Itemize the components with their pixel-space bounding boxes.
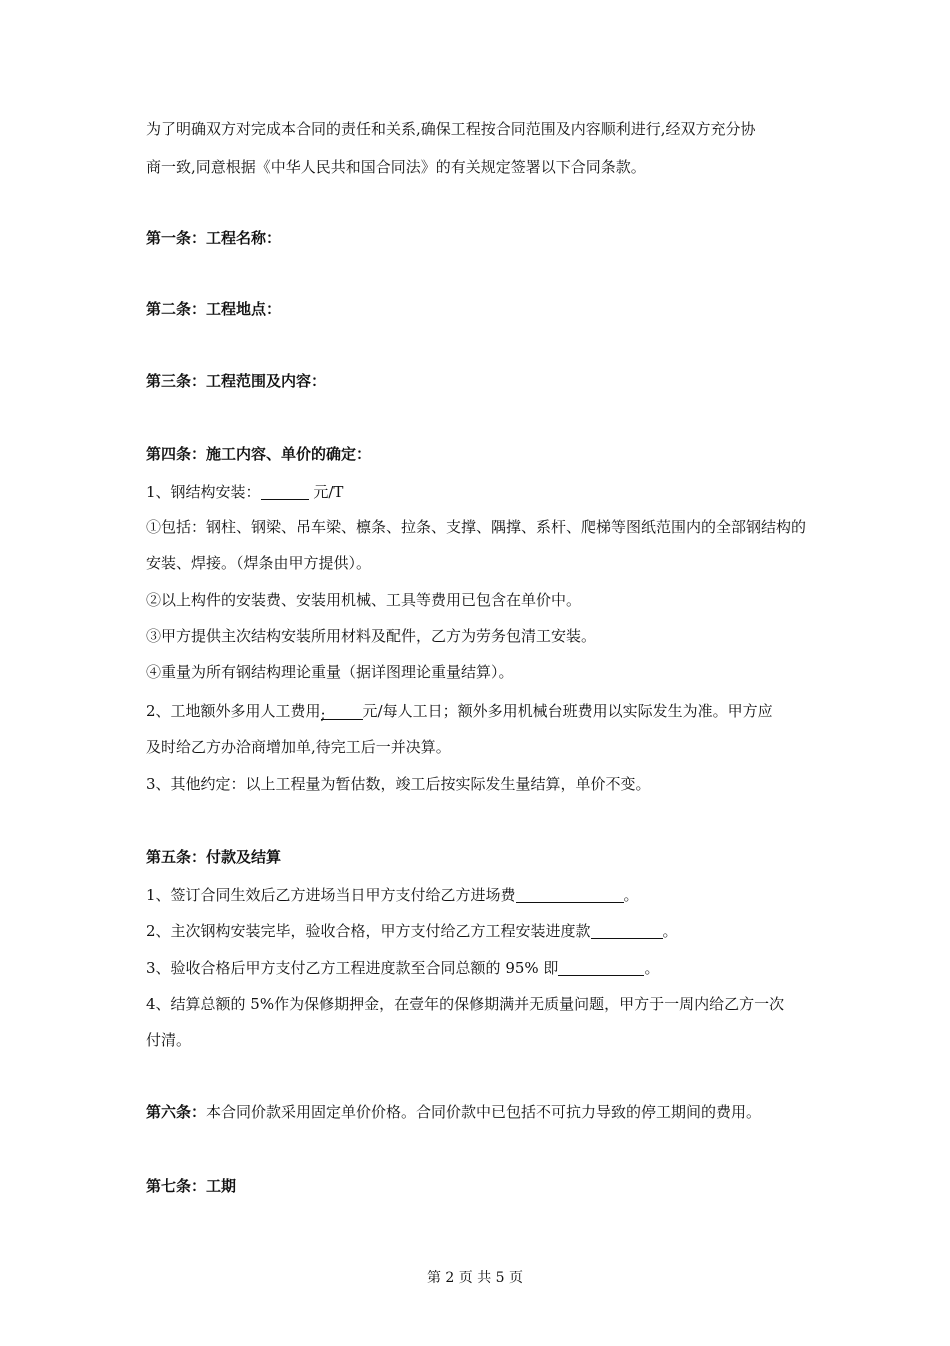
article-5-item-2-text: 2、主次钢构安装完毕，验收合格，甲方支付给乙方工程安装进度款 bbox=[146, 922, 591, 940]
article-6-heading: 第六条： bbox=[146, 1103, 207, 1121]
article-4-sub-4: ④重量为所有钢结构理论重量（据详图理论重量结算）。 bbox=[146, 663, 514, 681]
article-5-heading: 第五条：付款及结算 bbox=[146, 848, 282, 866]
article-4-item-2-label: 2、工地额外多用人工费用 bbox=[146, 702, 321, 720]
article-4-item-2-text: 元/每人工日；额外多用机械台班费用以实际发生为准。甲方应 bbox=[362, 702, 773, 720]
page-number-footer: 第 2 页 共 5 页 bbox=[426, 1270, 524, 1286]
article-5-item-1 bbox=[146, 884, 816, 906]
article-4-item-1 bbox=[146, 481, 816, 503]
article-3-heading: 第三条：工程范围及内容： bbox=[146, 372, 327, 390]
intro-paragraph-line-1: 为了明确双方对完成本合同的责任和关系,确保工程按合同范围及内容顺利进行,经双方充分协 bbox=[146, 120, 756, 138]
intro-paragraph-line-2: 商一致,同意根据《中华人民共和国合同法》的有关规定签署以下合同条款。 bbox=[146, 158, 646, 176]
labor-fee-separator: ; bbox=[320, 705, 326, 723]
article-5-item-1-text: 1、签订合同生效后乙方进场当日甲方支付给乙方进场费 bbox=[146, 886, 516, 904]
article-1-heading: 第一条：工程名称： bbox=[146, 229, 282, 247]
article-4-item-2-line-1 bbox=[146, 700, 816, 722]
article-5-item-3 bbox=[146, 957, 816, 979]
article-5-item-3-end: 。 bbox=[644, 959, 660, 977]
unit-price-blank bbox=[261, 483, 309, 500]
article-4-sub-2: ②以上构件的安装费、安装用机械、工具等费用已包含在单价中。 bbox=[146, 591, 582, 609]
article-7-heading: 第七条：工期 bbox=[146, 1177, 237, 1195]
article-4-sub-3: ③甲方提供主次结构安装所用材料及配件，乙方为劳务包清工安装。 bbox=[146, 627, 597, 645]
article-4-sub-1-line-2: 安装、焊接。（焊条由甲方提供）。 bbox=[146, 554, 372, 572]
article-5-item-4-line-1: 4、结算总额的 5%作为保修期押金，在壹年的保修期满并无质量问题，甲方于一周内给乙方一次 bbox=[146, 995, 785, 1013]
final-payment-blank bbox=[558, 959, 644, 976]
article-6 bbox=[146, 1101, 816, 1123]
article-5-item-3-text: 3、验收合格后甲方支付乙方工程进度款至合同总额的 95% 即 bbox=[146, 959, 559, 977]
article-4-item-2-line-2: 及时给乙方办洽商增加单,待完工后一并决算。 bbox=[146, 738, 451, 756]
article-4-heading: 第四条：施工内容、单价的确定： bbox=[146, 445, 372, 463]
article-4-item-1-unit: 元/T bbox=[308, 483, 344, 501]
article-2-heading: 第二条：工程地点： bbox=[146, 300, 282, 318]
progress-payment-blank bbox=[591, 922, 663, 939]
article-5-item-4-line-2: 付清。 bbox=[146, 1031, 192, 1049]
article-4-item-1-label: 1、钢结构安装： bbox=[146, 483, 261, 501]
labor-fee-blank bbox=[320, 703, 363, 723]
article-4-sub-1-line-1: ①包括：钢柱、钢梁、吊车梁、檩条、拉条、支撑、隅撑、系杆、爬梯等图纸范围内的全部钢结构的 bbox=[146, 518, 807, 536]
article-6-text: 本合同价款采用固定单价价格。合同价款中已包括不可抗力导致的停工期间的费用。 bbox=[206, 1103, 762, 1121]
article-5-item-1-end: 。 bbox=[623, 886, 639, 904]
entry-fee-blank bbox=[516, 886, 624, 903]
article-5-item-2 bbox=[146, 920, 816, 942]
article-4-item-3: 3、其他约定：以上工程量为暂估数，竣工后按实际发生量结算，单价不变。 bbox=[146, 775, 651, 793]
article-5-item-2-end: 。 bbox=[662, 922, 678, 940]
